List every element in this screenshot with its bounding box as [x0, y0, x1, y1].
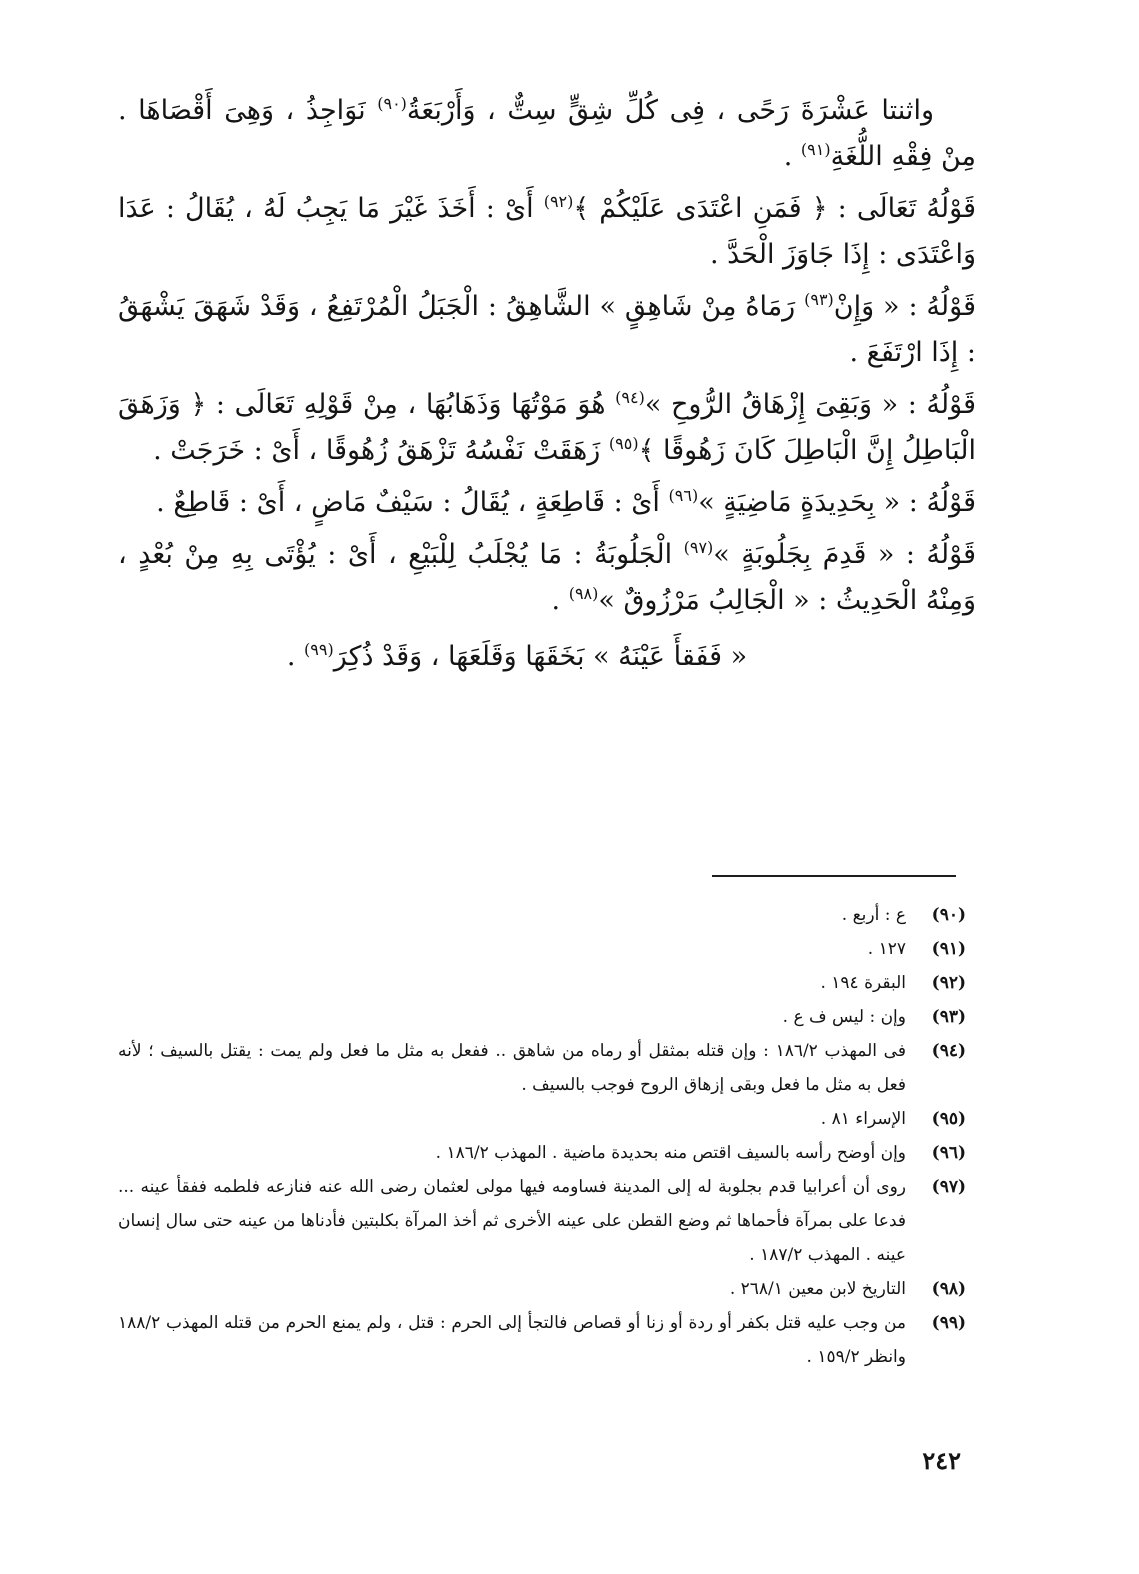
paragraph-7: [118, 634, 976, 680]
footnote-number: (٩٤): [931, 1041, 966, 1061]
footnote-text: التاريخ لابن معين ٢٦٨/١ .: [729, 1279, 906, 1299]
footnote-ref: (٩٣): [804, 290, 834, 309]
footnotes: [118, 898, 966, 1374]
paragraph-text: قَوْلُهُ : « بِحَدِيدَةٍ مَاضِيَةٍ »: [698, 487, 976, 518]
main-text: [118, 88, 976, 686]
paragraph-text: الْجَلُوبَةُ : مَا يُجْلَبُ لِلْبَيْعِ ، أَىْ : يُؤْتَى بِهِ مِنْ بُعْدٍ ، وَمِنْهُ الْحَدِيثُ : « الْجَالِبُ مَرْزُوقٌ »: [118, 539, 976, 616]
footnote-text: ع : أربع .: [841, 905, 906, 925]
footnote-97: [118, 1170, 966, 1272]
footnote-text: وإن أوضح رأسه بالسيف اقتص منه بحديدة ماضية . المهذب ١٨٦/٢ .: [435, 1143, 906, 1163]
footnote-text: البقرة ١٩٤ .: [820, 973, 906, 993]
footnote-number: (٩٠): [931, 905, 966, 925]
paragraph-5: [118, 480, 976, 526]
paragraph-text: أَىْ : قَاطِعَةٍ ، يُقَالُ : سَيْفٌ مَاضٍ ، أَىْ : قَاطِعٌ .: [156, 487, 660, 518]
footnote-92: [118, 966, 966, 1000]
footnote-text: من وجب عليه قتل بكفر أو ردة أو زنا أو قصاص فالتجأ إلى الحرم : قتل ، ولم يمنع الحرم من قتله المهذب ١٨٨/٢ وانظر ١٥٩/٢ .: [118, 1313, 906, 1367]
footnote-93: [118, 1000, 966, 1034]
footnote-94: [118, 1034, 966, 1102]
footnote-ref: (٩١): [800, 140, 831, 159]
footnote-ref: (٩٥): [608, 434, 639, 453]
paragraph-text: أَىْ : أَخَذَ غَيْرَ مَا يَجِبُ لَهُ ، يُقَالُ : عَدَا وَاعْتَدَى : إِذَا جَاوَزَ الْحَدَّ .: [118, 193, 976, 270]
footnote-text: روى أن أعرابيا قدم بجلوبة له إلى المدينة فساومه فيها مولى لعثمان رضى الله عنه فنازعه فلطمه ففقأ عينه ... فدعا على بمرآة فأحماها ثم وضع القطن على عينه الأخرى ثم أخذ المرآة بكلبتين فأدناها من عينه حتى سال إنسان عينه . المهذب ١٨٧/٢ .: [118, 1177, 906, 1265]
footnote-ref: (٩٠): [377, 94, 407, 113]
footnote-98: [118, 1272, 966, 1306]
footnote-text: الإسراء ٨١ .: [820, 1109, 906, 1129]
footnote-ref: (٩٤): [615, 388, 645, 407]
footnote-90: [118, 898, 966, 932]
paragraph-1: [118, 88, 976, 180]
footnote-91: [118, 932, 966, 966]
footnote-number: (٩٢): [931, 973, 966, 993]
footnote-95: [118, 1102, 966, 1136]
footnote-number: (٩٧): [931, 1177, 966, 1197]
paragraph-end: .: [551, 585, 561, 616]
footnote-text: فى المهذب ١٨٦/٢ : وإن قتله بمثقل أو رماه من شاهق .. ففعل به مثل ما فعل ولم يمت : يقتل بالسيف ؛ لأنه فعل به مثل ما فعل وبقى إزهاق الروح فوجب بالسيف .: [118, 1041, 906, 1095]
paragraph-3: [118, 284, 976, 376]
footnote-text: ١٢٧ .: [867, 939, 906, 959]
footnote-divider: [712, 875, 956, 877]
paragraph-text: رَمَاهُ مِنْ شَاهِقٍ » الشَّاهِقُ : الْجَبَلُ الْمُرْتَفِعُ ، وَقَدْ شَهَقَ يَشْهَقُ : إِذَا ارْتَفَعَ .: [118, 291, 976, 368]
paragraph-6: [118, 532, 976, 624]
footnote-number: (٩٥): [931, 1109, 966, 1129]
paragraph-text: واثنتا عَشْرَةَ رَحًى ، فِى كُلِّ شِقٍّ سِتٌّ ، وَأَرْبَعَةُ: [406, 95, 934, 126]
paragraph-text: قَوْلُهُ : « وَإِنْ: [833, 291, 976, 322]
footnote-96: [118, 1136, 966, 1170]
paragraph-text: هُوَ مَوْتُهَا وَذَهَابُهَا ، مِنْ قَوْلِهِ تَعَالَى : ﴿ وَزَهَقَ الْبَاطِلُ إِنَّ الْبَاطِلَ كَانَ زَهُوقًا ﴾: [118, 389, 976, 466]
paragraph-text: زَهَقَتْ نَفْسُهُ تَزْهَقُ زُهُوقًا ، أَىْ : خَرَجَتْ .: [153, 435, 601, 466]
paragraph-text: نَوَاجِذُ ، وَهِىَ أَقْصَاهَا . مِنْ فِقْهِ اللُّغَةِ: [118, 95, 976, 172]
footnote-number: (٩٨): [931, 1279, 966, 1299]
paragraph-text: « فَفَقأَ عَيْنَهُ » بَخَقَهَا وَقَلَعَهَا ، وَقَدْ ذُكِرَ: [333, 641, 748, 672]
footnote-number: (٩٦): [931, 1143, 966, 1163]
footnote-ref: (٩٩): [304, 640, 334, 659]
paragraph-end: .: [286, 641, 296, 672]
footnote-ref: (٩٧): [683, 538, 714, 557]
footnote-ref: (٩٦): [668, 486, 699, 505]
paragraph-4: [118, 382, 976, 474]
footnote-number: (٩١): [931, 939, 966, 959]
footnote-ref: (٩٨): [568, 584, 599, 603]
paragraph-2: [118, 186, 976, 278]
paragraph-text: قَوْلُهُ : « قَدِمَ بِجَلُوبَةٍ »: [713, 539, 976, 570]
footnote-text: وإن : ليس ف ع .: [782, 1007, 906, 1027]
paragraph-end: .: [783, 141, 793, 172]
footnote-99: [118, 1306, 966, 1374]
paragraph-text: قَوْلُهُ : « وَبَقِىَ إِزْهَاقُ الرُّوحِ »: [644, 389, 976, 420]
page-number: ٢٤٢: [922, 1446, 961, 1475]
paragraph-text: قَوْلُهُ تَعَالَى : ﴿ فَمَنِ اعْتَدَى عَلَيْكُمْ ﴾: [573, 193, 976, 224]
footnote-ref: (٩٢): [543, 192, 574, 211]
footnote-number: (٩٩): [931, 1313, 966, 1333]
footnote-number: (٩٣): [931, 1007, 966, 1027]
